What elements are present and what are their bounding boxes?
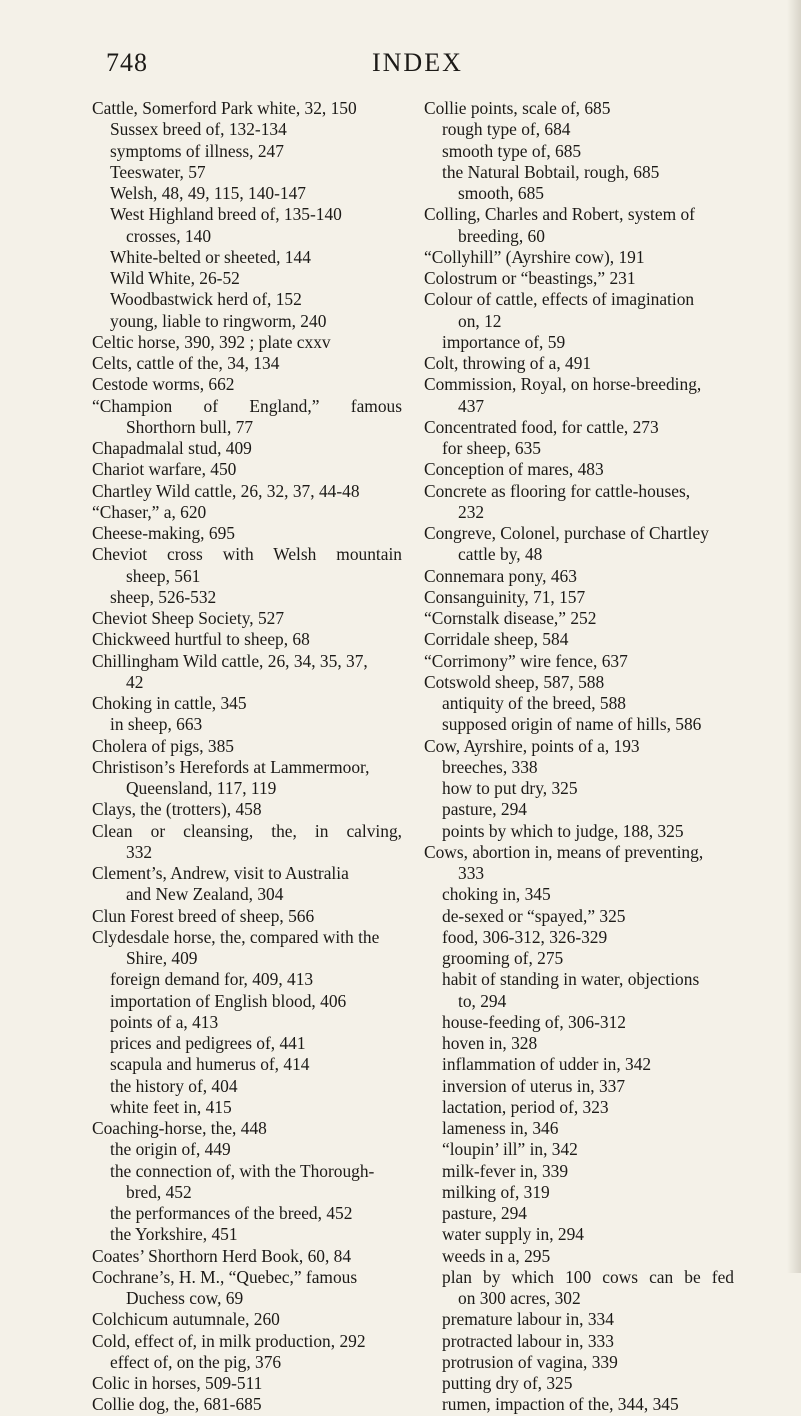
- index-entry: the origin of, 449: [110, 1139, 231, 1160]
- page-number: 748: [106, 48, 148, 77]
- index-entry: lactation, period of, 323: [442, 1096, 609, 1117]
- index-entry: White-belted or sheeted, 144: [110, 246, 311, 267]
- index-entry: Corridale sheep, 584: [424, 629, 569, 650]
- index-entry: cattle by, 48: [458, 544, 543, 565]
- index-entry: Cotswold sheep, 587, 588: [424, 671, 605, 692]
- index-entry: on 300 acres, 302: [458, 1288, 581, 1308]
- index-entry: Chapadmalal stud, 409: [92, 438, 252, 458]
- index-entry: pasture, 294: [442, 1203, 528, 1223]
- index-entry: Colostrum or “beastings,” 231: [424, 268, 636, 288]
- index-entry: and New Zealand, 304: [126, 884, 284, 905]
- index-entry: Chickweed hurtful to sheep, 68: [92, 629, 310, 650]
- index-entry: water supply in, 294: [442, 1224, 585, 1245]
- index-entry: plan by which 100 cows can be fed: [442, 1266, 734, 1287]
- index-entry: how to put dry, 325: [442, 778, 578, 798]
- index-entry: lameness in, 346: [442, 1118, 559, 1138]
- index-entry: Colling, Charles and Robert, system of: [424, 204, 695, 225]
- index-column-right: [424, 98, 734, 1416]
- index-entry: Wild White, 26-52: [110, 268, 240, 288]
- index-entry: breeding, 60: [458, 225, 545, 246]
- index-entry: foreign demand for, 409, 413: [110, 969, 314, 990]
- index-entry: the Natural Bobtail, rough, 685: [442, 161, 660, 182]
- index-entry: 333: [458, 863, 485, 883]
- index-entry: “Corrimony” wire fence, 637: [424, 650, 628, 671]
- index-entry: Cheese-making, 695: [92, 523, 235, 543]
- index-entry: Cestode worms, 662: [92, 374, 235, 395]
- index-entry: Clement’s, Andrew, visit to Australia: [92, 863, 349, 883]
- index-entry: inversion of uterus in, 337: [442, 1075, 626, 1096]
- index-entry: “Champion of England,” famous: [92, 395, 402, 416]
- index-entry: Commission, Royal, on horse-breeding,: [424, 374, 702, 395]
- index-entry: Cold, effect of, in milk production, 292: [92, 1330, 366, 1351]
- index-entry: Teeswater, 57: [110, 161, 206, 182]
- index-entry: white feet in, 415: [110, 1096, 232, 1117]
- index-entry: Collie points, scale of, 685: [424, 98, 611, 118]
- index-entry: antiquity of the breed, 588: [442, 693, 627, 713]
- index-entry: young, liable to ringworm, 240: [110, 310, 327, 331]
- index-entry: premature labour in, 334: [442, 1309, 614, 1330]
- index-entry: “Cornstalk disease,” 252: [424, 608, 597, 628]
- index-entry: Clun Forest breed of sheep, 566: [92, 905, 315, 926]
- index-entry: Clays, the (trotters), 458: [92, 799, 262, 820]
- index-entry: Concrete as flooring for cattle-houses,: [424, 480, 691, 501]
- index-entry: for sheep, 635: [442, 438, 542, 458]
- index-entry: 42: [126, 671, 144, 692]
- index-entry: supposed origin of name of hills, 586: [442, 714, 702, 735]
- index-entry: weeds in a, 295: [442, 1245, 551, 1266]
- index-entry: symptoms of illness, 247: [110, 140, 284, 161]
- index-entry: Congreve, Colonel, purchase of Chartley: [424, 523, 709, 543]
- index-entry: the performances of the breed, 452: [110, 1203, 353, 1223]
- index-entry: milking of, 319: [442, 1181, 550, 1202]
- index-entry: the Yorkshire, 451: [110, 1224, 238, 1245]
- index-entry: Chariot warfare, 450: [92, 459, 237, 480]
- index-entry: Celtic horse, 390, 392 ; plate cxxv: [92, 331, 331, 352]
- index-entry: importation of English blood, 406: [110, 990, 347, 1011]
- index-entry: Welsh, 48, 49, 115, 140-147: [110, 183, 307, 203]
- index-entry: habit of standing in water, objections: [442, 969, 700, 990]
- index-entry: Cochrane’s, H. M., “Quebec,” famous: [92, 1266, 358, 1287]
- index-entry: Clydesdale horse, the, compared with the: [92, 926, 380, 947]
- index-entry: Cheviot Sheep Society, 527: [92, 608, 285, 628]
- index-entry: West Highland breed of, 135-140: [110, 204, 342, 225]
- page-header: [0, 44, 801, 84]
- index-entry: Connemara pony, 463: [424, 565, 577, 586]
- index-entry: Shorthorn bull, 77: [126, 416, 254, 437]
- index-entry: on, 12: [458, 310, 502, 331]
- index-entry: inflammation of udder in, 342: [442, 1054, 652, 1075]
- index-entry: Chartley Wild cattle, 26, 32, 37, 44-48: [92, 480, 360, 501]
- index-entry: Celts, cattle of the, 34, 134: [92, 353, 280, 373]
- index-entry: sheep, 526-532: [110, 586, 217, 607]
- index-entry: Woodbastwick herd of, 152: [110, 289, 302, 310]
- index-entry: Sussex breed of, 132-134: [110, 119, 287, 140]
- index-entry: protrusion of vagina, 339: [442, 1351, 618, 1372]
- index-entry: bred, 452: [126, 1181, 192, 1202]
- index-entry: 437: [458, 395, 485, 416]
- index-entry: putting dry of, 325: [442, 1373, 573, 1393]
- index-entry: prices and pedigrees of, 441: [110, 1033, 306, 1053]
- index-entry: Colt, throwing of a, 491: [424, 353, 592, 373]
- index-entry: Duchess cow, 69: [126, 1288, 244, 1308]
- index-entry: Coates’ Shorthorn Herd Book, 60, 84: [92, 1245, 352, 1266]
- index-entry: points of a, 413: [110, 1011, 219, 1032]
- index-entry: Colchicum autumnale, 260: [92, 1309, 280, 1330]
- index-entry: rough type of, 684: [442, 119, 571, 140]
- index-entry: Shire, 409: [126, 948, 198, 968]
- index-column-left: [92, 98, 402, 1416]
- index-entry: Christison’s Herefords at Lammermoor,: [92, 756, 370, 777]
- index-entry: sheep, 561: [126, 565, 201, 586]
- index-entry: Cheviot cross with Welsh mountain: [92, 544, 402, 565]
- index-entry: in sheep, 663: [110, 714, 203, 735]
- index-entry: to, 294: [458, 990, 507, 1011]
- index-entry: Cattle, Somerford Park white, 32, 150: [92, 98, 357, 118]
- index-entry: milk-fever in, 339: [442, 1160, 569, 1181]
- index-entry: “loupin’ ill” in, 342: [442, 1139, 578, 1160]
- index-entry: Cholera of pigs, 385: [92, 735, 235, 756]
- index-entry: scapula and humerus of, 414: [110, 1054, 310, 1075]
- index-entry: Consanguinity, 71, 157: [424, 586, 586, 607]
- index-entry: Colic in horses, 509-511: [92, 1373, 263, 1393]
- index-entry: Choking in cattle, 345: [92, 693, 247, 713]
- index-entry: Coaching-horse, the, 448: [92, 1118, 267, 1138]
- index-entry: 232: [458, 501, 485, 522]
- index-entry: Cow, Ayrshire, points of a, 193: [424, 735, 640, 756]
- index-entry: rumen, impaction of the, 344, 345: [442, 1394, 679, 1415]
- index-entry: 332: [126, 841, 153, 862]
- index-entry: food, 306-312, 326-329: [442, 926, 608, 947]
- index-entry: smooth type of, 685: [442, 140, 582, 161]
- index-entry: importance of, 59: [442, 331, 566, 352]
- page-edge-shadow: [787, 0, 801, 1273]
- index-entry: hoven in, 328: [442, 1033, 538, 1053]
- index-entry: Clean or cleansing, the, in calving,: [92, 820, 402, 841]
- index-entry: the connection of, with the Thorough-: [110, 1160, 375, 1181]
- index-entry: “Chaser,” a, 620: [92, 501, 207, 522]
- index-entry: Colour of cattle, effects of imagination: [424, 289, 695, 310]
- index-entry: grooming of, 275: [442, 948, 564, 968]
- index-entry: choking in, 345: [442, 884, 551, 905]
- index-entry: Queensland, 117, 119: [126, 778, 277, 798]
- index-entry: Conception of mares, 483: [424, 459, 604, 480]
- index-entry: Collie dog, the, 681-685: [92, 1394, 262, 1415]
- index-entry: effect of, on the pig, 376: [110, 1351, 282, 1372]
- index-entry: points by which to judge, 188, 325: [442, 820, 684, 841]
- index-entry: crosses, 140: [126, 225, 212, 246]
- index-entry: protracted labour in, 333: [442, 1330, 614, 1351]
- running-title: INDEX: [372, 48, 463, 77]
- index-entry: de-sexed or “spayed,” 325: [442, 905, 626, 926]
- index-entry: pasture, 294: [442, 799, 528, 820]
- index-entry: the history of, 404: [110, 1075, 238, 1096]
- index-entry: smooth, 685: [458, 183, 544, 203]
- index-entry: “Collyhill” (Ayrshire cow), 191: [424, 246, 645, 267]
- index-entry: Chillingham Wild cattle, 26, 34, 35, 37,: [92, 650, 368, 671]
- index-entry: Concentrated food, for cattle, 273: [424, 416, 659, 437]
- index-entry: house-feeding of, 306-312: [442, 1011, 627, 1032]
- index-entry: Cows, abortion in, means of preventing,: [424, 841, 704, 862]
- index-entry: breeches, 338: [442, 756, 538, 777]
